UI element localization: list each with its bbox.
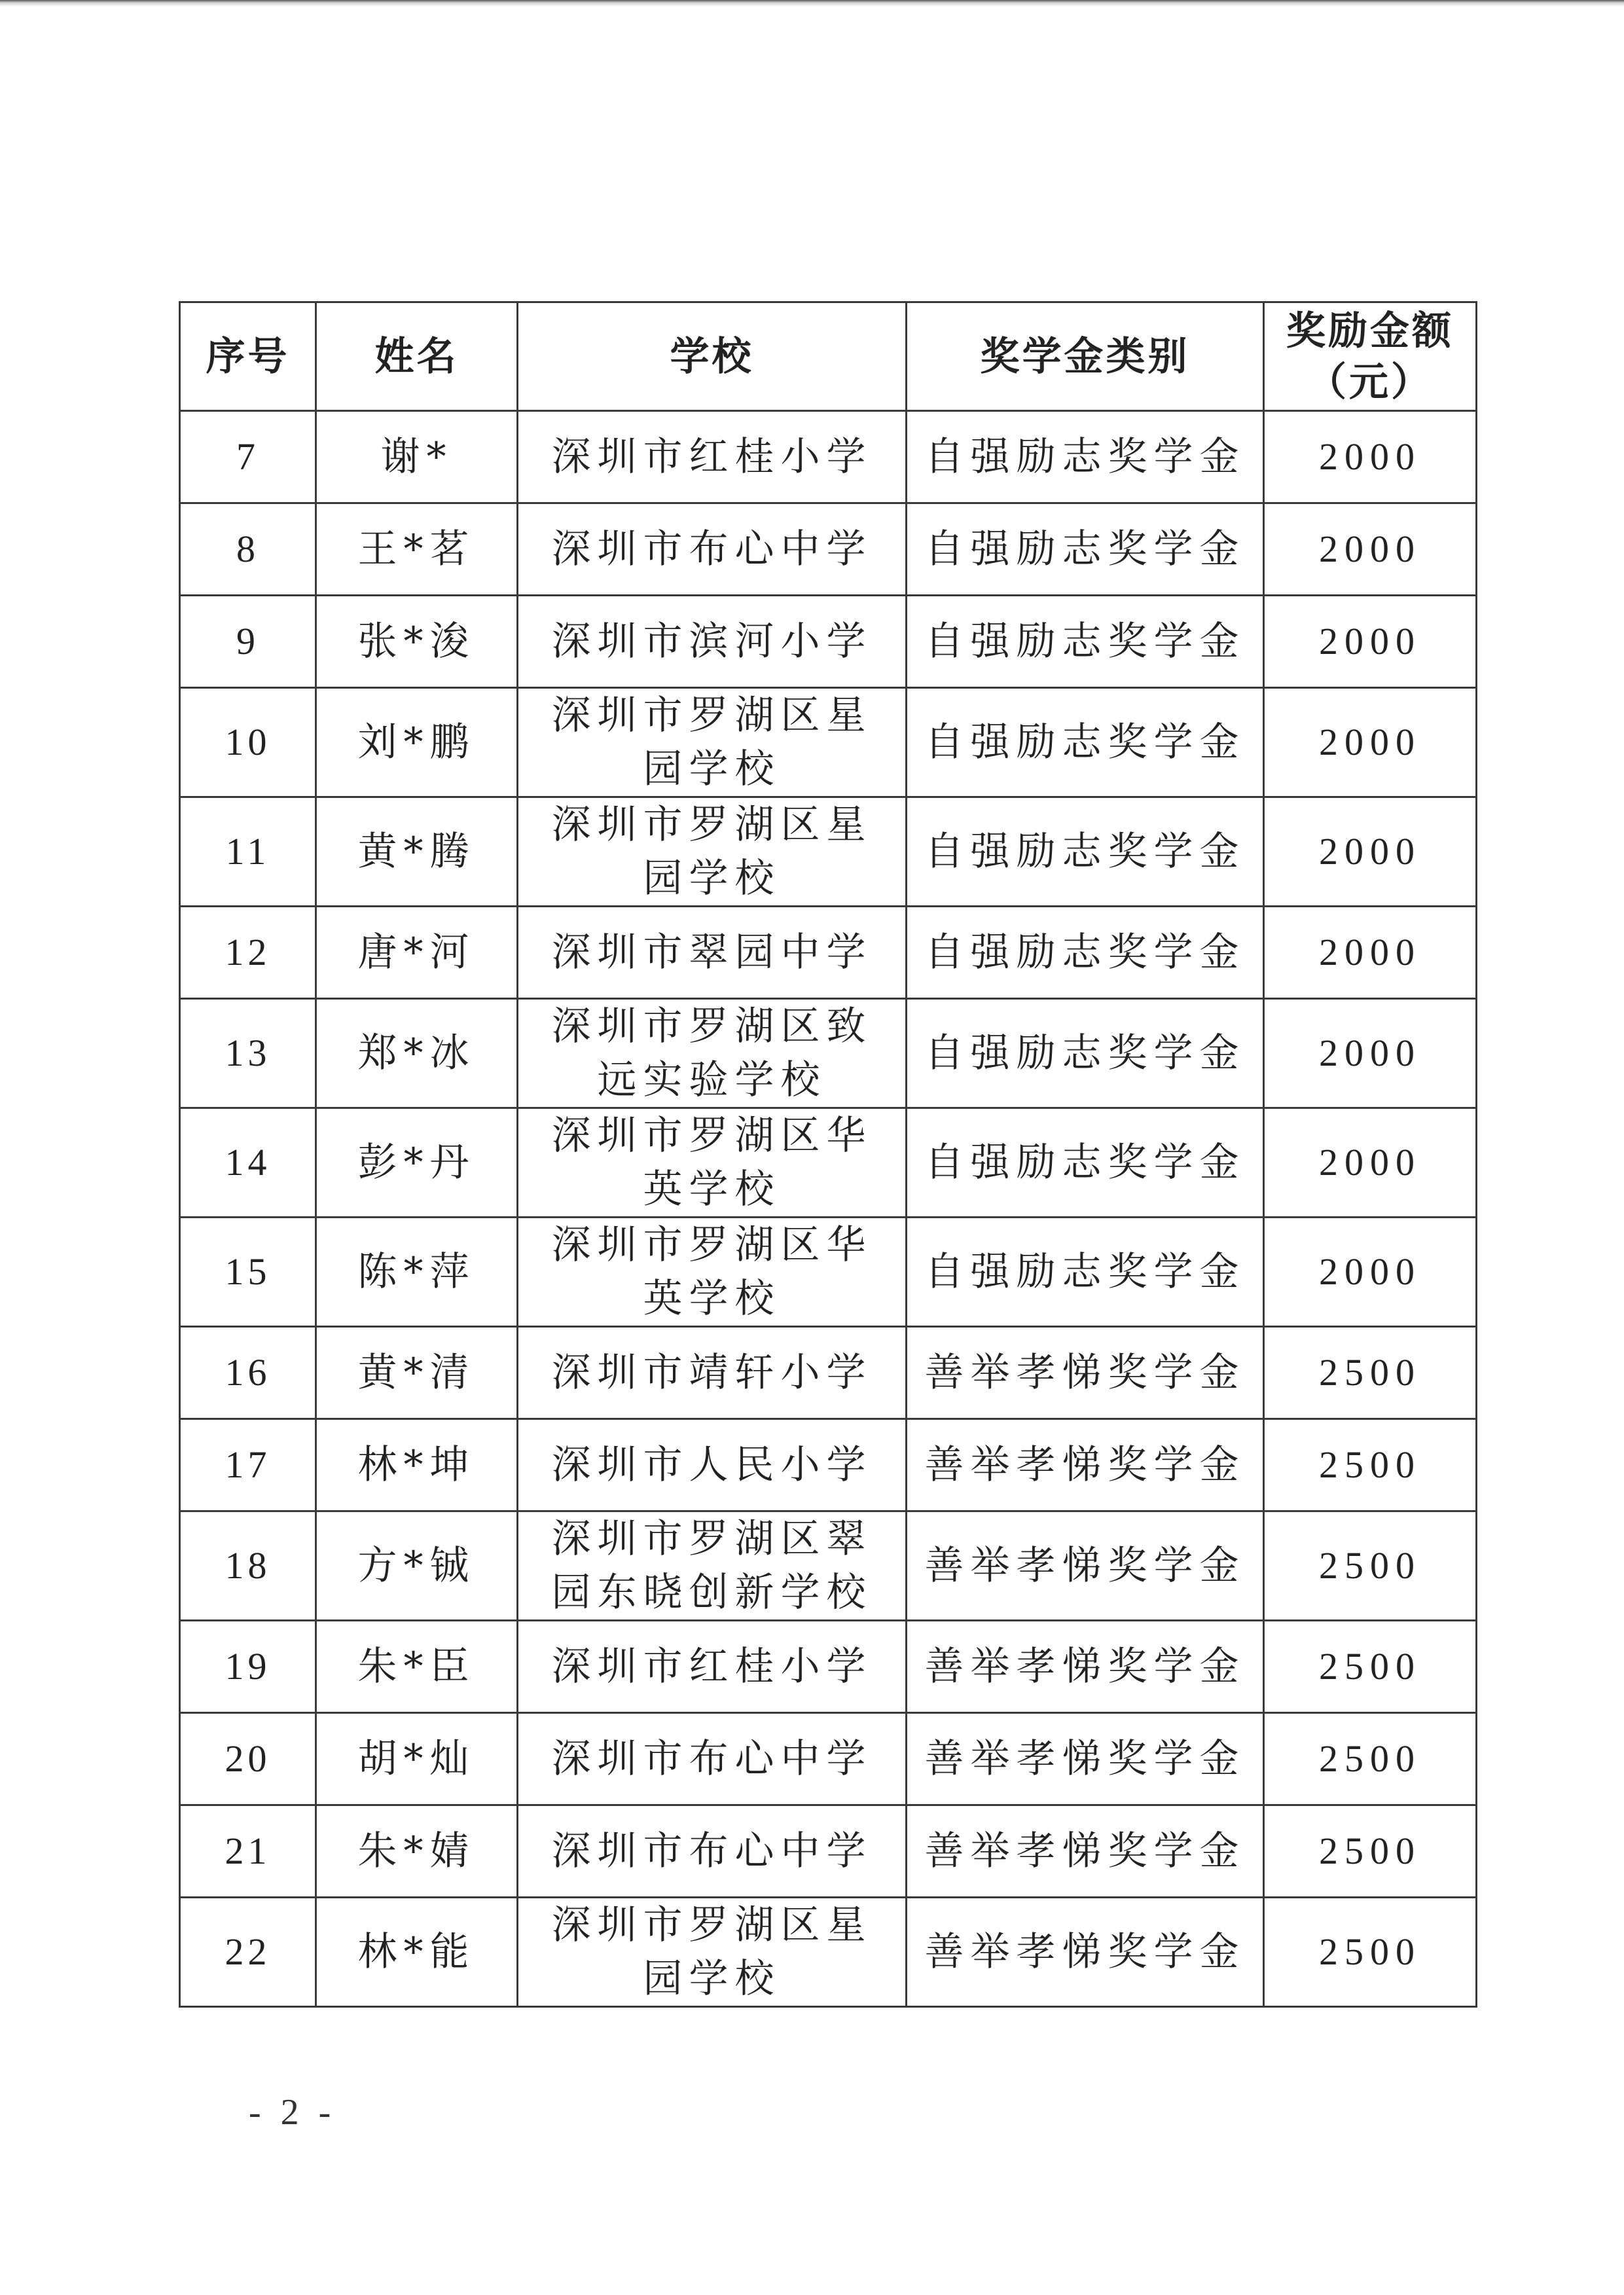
- header-amount: [1264, 302, 1477, 411]
- row-school: 深圳市红桂小学: [518, 411, 907, 503]
- row-name: 林*坤: [316, 1419, 518, 1511]
- row-seq: 15: [180, 1218, 316, 1327]
- row-school: 深圳市布心中学: [518, 1713, 907, 1805]
- row-seq: 19: [180, 1621, 316, 1713]
- row-type: 自强励志奖学金: [907, 797, 1264, 907]
- row-type: 善举孝悌奖学金: [907, 1713, 1264, 1805]
- table-header-row: [180, 302, 1477, 411]
- table-row: [180, 596, 1477, 688]
- table-row: [180, 503, 1477, 596]
- row-school: 深圳市布心中学: [518, 503, 907, 596]
- row-school: 深圳市布心中学: [518, 1805, 907, 1898]
- row-name: 林*能: [316, 1898, 518, 2007]
- page-number: - 2 -: [249, 2092, 336, 2133]
- scholarship-table: [179, 301, 1477, 2008]
- row-school: 深圳市滨河小学: [518, 596, 907, 688]
- row-seq: 12: [180, 907, 316, 999]
- table-row: [180, 1419, 1477, 1511]
- row-name: 郑*冰: [316, 999, 518, 1108]
- row-type: 善举孝悌奖学金: [907, 1805, 1264, 1898]
- row-amount: 2500: [1264, 1898, 1477, 2007]
- row-seq: 7: [180, 411, 316, 503]
- row-seq: 22: [180, 1898, 316, 2007]
- table-row: [180, 1108, 1477, 1218]
- row-seq: 17: [180, 1419, 316, 1511]
- row-name: 黄*腾: [316, 797, 518, 907]
- table-row: [180, 797, 1477, 907]
- row-seq: 13: [180, 999, 316, 1108]
- row-name: 方*铖: [316, 1511, 518, 1621]
- row-school: 深圳市翠园中学: [518, 907, 907, 999]
- row-amount: 2500: [1264, 1419, 1477, 1511]
- row-type: 自强励志奖学金: [907, 1218, 1264, 1327]
- table-row: [180, 1713, 1477, 1805]
- row-amount: 2000: [1264, 1108, 1477, 1218]
- table-row: [180, 1218, 1477, 1327]
- row-seq: 9: [180, 596, 316, 688]
- row-school: 深圳市罗湖区星园学校: [518, 688, 907, 797]
- header-amount-line2: （元）: [1307, 359, 1433, 405]
- row-school: 深圳市红桂小学: [518, 1621, 907, 1713]
- table-row: [180, 1898, 1477, 2007]
- row-school: 深圳市人民小学: [518, 1419, 907, 1511]
- row-amount: 2500: [1264, 1805, 1477, 1898]
- row-school: 深圳市罗湖区星园学校: [518, 797, 907, 907]
- row-name: 王*茗: [316, 503, 518, 596]
- row-school: 深圳市罗湖区华英学校: [518, 1108, 907, 1218]
- row-seq: 18: [180, 1511, 316, 1621]
- row-seq: 16: [180, 1327, 316, 1419]
- row-school: 深圳市罗湖区翠园东晓创新学校: [518, 1511, 907, 1621]
- header-amount-line1: 奖励金额: [1286, 308, 1454, 354]
- row-name: 朱*婧: [316, 1805, 518, 1898]
- scan-top-edge: [0, 0, 1624, 7]
- row-amount: 2000: [1264, 411, 1477, 503]
- row-name: 彭*丹: [316, 1108, 518, 1218]
- row-type: 自强励志奖学金: [907, 1108, 1264, 1218]
- row-school: 深圳市罗湖区华英学校: [518, 1218, 907, 1327]
- row-type: 善举孝悌奖学金: [907, 1327, 1264, 1419]
- table-row: [180, 999, 1477, 1108]
- row-amount: 2000: [1264, 907, 1477, 999]
- row-name: 朱*臣: [316, 1621, 518, 1713]
- row-type: 自强励志奖学金: [907, 596, 1264, 688]
- row-seq: 11: [180, 797, 316, 907]
- row-type: 自强励志奖学金: [907, 503, 1264, 596]
- row-amount: 2000: [1264, 1218, 1477, 1327]
- row-amount: 2000: [1264, 596, 1477, 688]
- row-name: 刘*鹏: [316, 688, 518, 797]
- row-school: 深圳市靖轩小学: [518, 1327, 907, 1419]
- row-type: 自强励志奖学金: [907, 688, 1264, 797]
- row-seq: 8: [180, 503, 316, 596]
- row-type: 自强励志奖学金: [907, 411, 1264, 503]
- row-amount: 2500: [1264, 1511, 1477, 1621]
- row-type: 善举孝悌奖学金: [907, 1419, 1264, 1511]
- header-school: 学校: [518, 302, 907, 411]
- row-name: 张*浚: [316, 596, 518, 688]
- header-type: 奖学金类别: [907, 302, 1264, 411]
- row-amount: 2000: [1264, 688, 1477, 797]
- table-row: [180, 411, 1477, 503]
- row-amount: 2500: [1264, 1621, 1477, 1713]
- row-seq: 14: [180, 1108, 316, 1218]
- row-seq: 20: [180, 1713, 316, 1805]
- header-seq: 序号: [180, 302, 316, 411]
- row-type: 善举孝悌奖学金: [907, 1511, 1264, 1621]
- row-type: 善举孝悌奖学金: [907, 1621, 1264, 1713]
- table-row: [180, 1621, 1477, 1713]
- row-amount: 2000: [1264, 797, 1477, 907]
- row-type: 自强励志奖学金: [907, 907, 1264, 999]
- row-seq: 10: [180, 688, 316, 797]
- header-name: 姓名: [316, 302, 518, 411]
- table-row: [180, 1805, 1477, 1898]
- table-row: [180, 688, 1477, 797]
- table-row: [180, 1511, 1477, 1621]
- row-name: 胡*灿: [316, 1713, 518, 1805]
- row-amount: 2000: [1264, 503, 1477, 596]
- row-amount: 2500: [1264, 1713, 1477, 1805]
- row-school: 深圳市罗湖区致远实验学校: [518, 999, 907, 1108]
- row-name: 谢*: [316, 411, 518, 503]
- table-row: [180, 907, 1477, 999]
- row-type: 善举孝悌奖学金: [907, 1898, 1264, 2007]
- row-name: 唐*河: [316, 907, 518, 999]
- row-amount: 2000: [1264, 999, 1477, 1108]
- row-seq: 21: [180, 1805, 316, 1898]
- row-name: 黄*清: [316, 1327, 518, 1419]
- row-name: 陈*萍: [316, 1218, 518, 1327]
- table-row: [180, 1327, 1477, 1419]
- row-amount: 2500: [1264, 1327, 1477, 1419]
- row-school: 深圳市罗湖区星园学校: [518, 1898, 907, 2007]
- row-type: 自强励志奖学金: [907, 999, 1264, 1108]
